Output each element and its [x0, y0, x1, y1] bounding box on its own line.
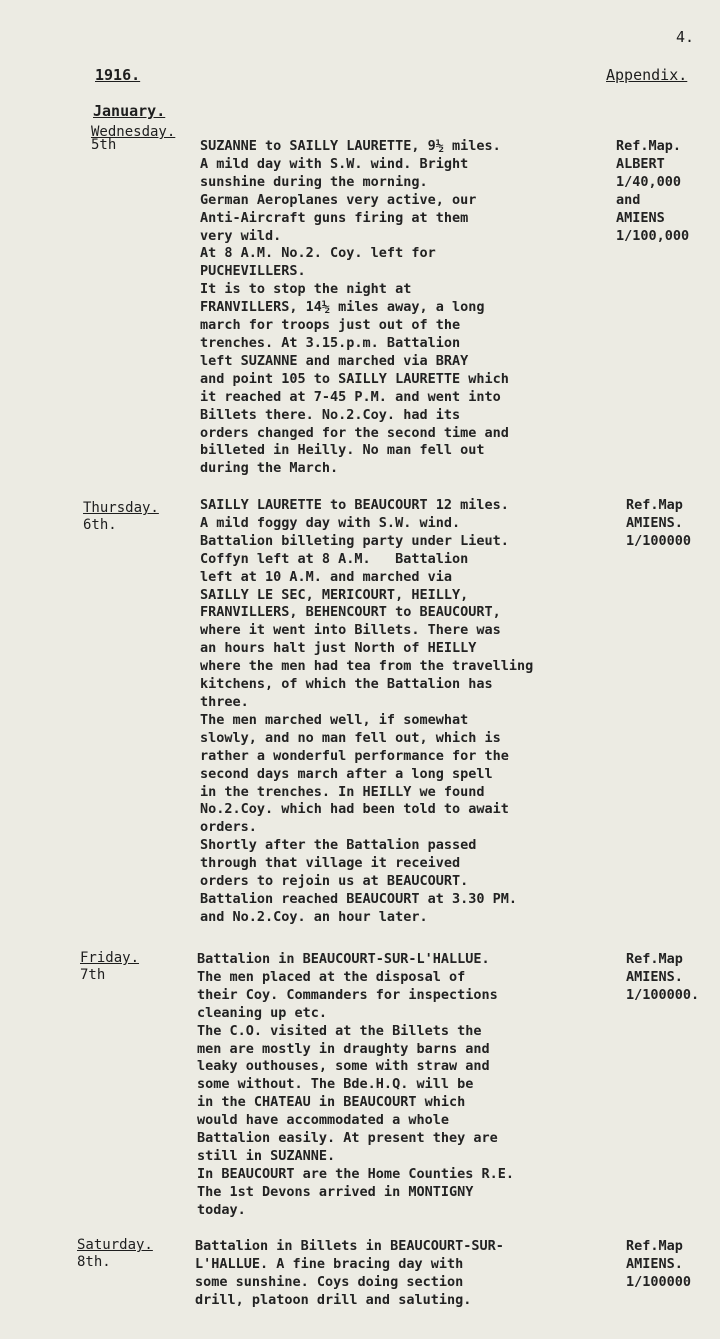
entry-body: SAILLY LAURETTE to BEAUCOURT 12 miles. A mild foggy day with S.W. wind. Battalion billeting party under Lieut. Coffyn left at 8 A.M. Battalion left at 10 A.M. and marched via SAILLY LE SEC, MERICOURT, HEILLY, FRANVILLERS, BEHENCOURT to BEAUCOURT, where it went into Billets. There was an hours halt just North of HEILLY where the men had tea from the travelling kitchens, of which the Battalion has three. The men marched well, if somewhat slowly, and no man fell out, which is rather a wonderful performance for the second days march after a long spell in the trenches. In HEILLY we found No.2.Coy. which had been told to await orders. Shortly after the Battalion passed through that village it received orders to rejoin us at BEAUCOURT. Battalion reached BEAUCOURT at 3.30 PM. and No.2.Coy. an hour later.	[200, 497, 534, 925]
entry-day-label	[77, 1237, 153, 1271]
year-heading: 1916.	[95, 66, 141, 84]
entry-day-name: Saturday.	[77, 1237, 153, 1253]
entry-date: 6th.	[83, 517, 117, 533]
entry-date: 8th.	[77, 1254, 111, 1270]
entry-date: 7th	[80, 967, 106, 983]
month-heading: January.	[93, 102, 166, 120]
entry-body: SUZANNE to SAILLY LAURETTE, 9½ miles. A mild day with S.W. wind. Bright sunshine during the morning. German Aeroplanes very active, our Anti-Aircraft guns firing at them very wild. At 8 A.M. No.2. Coy. left for PUCHEVILLERS. It is to stop the night at FRANVILLERS, 14½ miles away, a long march for troops just out of the trenches. At 3.15.p.m. Battalion left SUZANNE and marched via BRAY and point 105 to SAILLY LAURETTE which it reached at 7-45 P.M. and went into Billets there. No.2.Coy. had its orders changed for the second time and billeted in Heilly. No man fell out during the March.	[200, 138, 509, 477]
entry-map-reference: Ref.Map. ALBERT 1/40,000 and AMIENS 1/100,000	[616, 138, 690, 244]
entry-day-name: Thursday.	[83, 500, 159, 516]
entry-day-name: Wednesday.	[91, 124, 176, 140]
entry-map-reference: Ref.Map AMIENS. 1/100000	[626, 1238, 692, 1290]
appendix-heading: Appendix.	[606, 66, 688, 84]
entry-date: 5th	[91, 137, 117, 153]
entry-day-label	[91, 124, 175, 154]
page-number: 4.	[676, 28, 695, 46]
entry-body: Battalion in Billets in BEAUCOURT-SUR- L'HALLUE. A fine bracing day with some sunshine. Coys doing section drill, platoon drill and saluting.	[195, 1238, 504, 1308]
entry-day-name: Friday.	[80, 950, 140, 966]
entry-map-reference: Ref.Map AMIENS. 1/100000.	[626, 951, 700, 1003]
entry-map-reference: Ref.Map AMIENS. 1/100000	[626, 497, 692, 549]
entry-day-label	[83, 500, 159, 534]
entry-day-label	[80, 950, 139, 984]
entry-body: Battalion in BEAUCOURT-SUR-L'HALLUE. The men placed at the disposal of their Coy. Commanders for inspections cleaning up etc. The C.O. visited at the Billets the men are mostly in draughty barns and leaky outhouses, some with straw and some without. The Bde.H.Q. will be in the CHATEAU in BEAUCOURT which would have accommodated a whole Battalion easily. At present they are still in SUZANNE. In BEAUCOURT are the Home Counties R.E. The 1st Devons arrived in MONTIGNY today.	[197, 951, 514, 1218]
